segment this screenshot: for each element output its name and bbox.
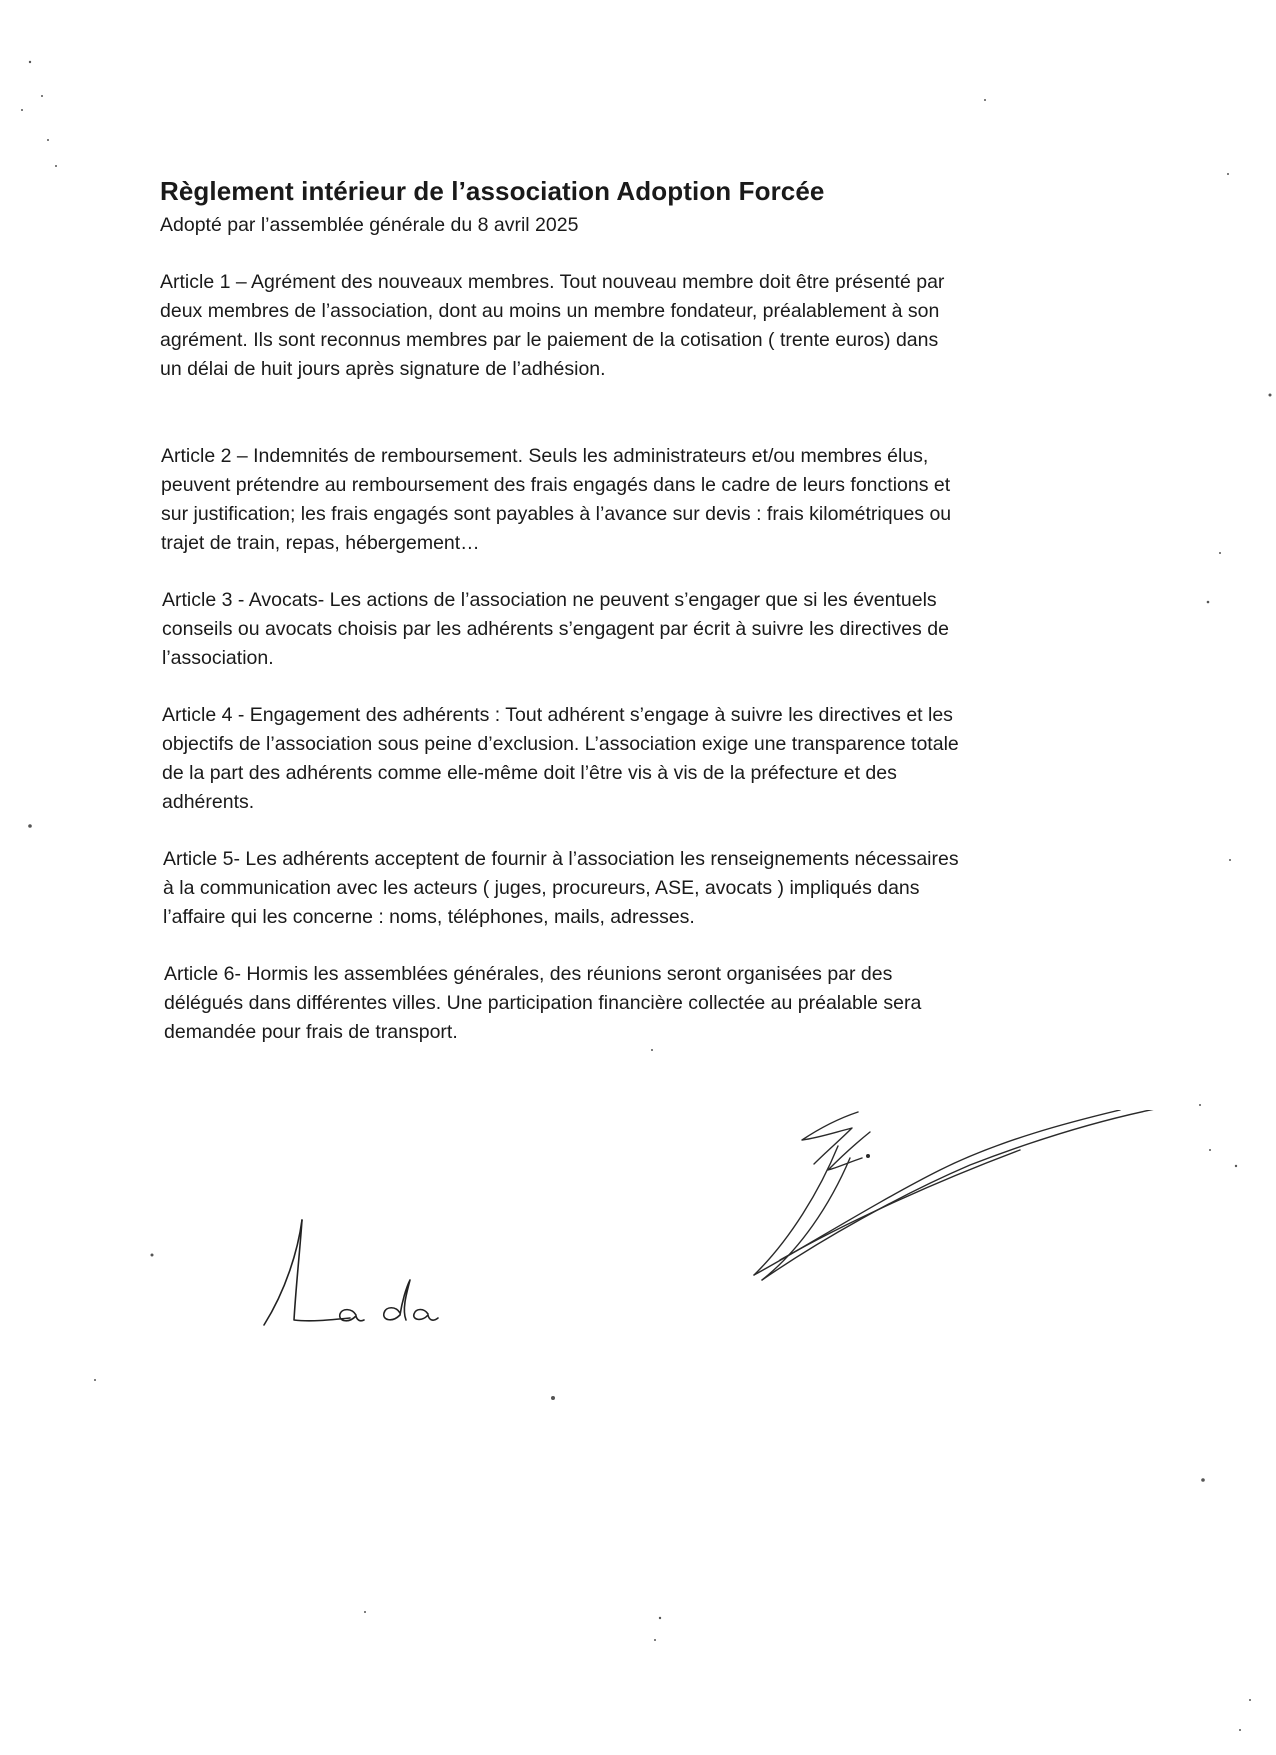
article-line: objectifs de l’association sous peine d’exclusion. L’association exige une transparence totale	[162, 733, 959, 755]
article-line: adhérents.	[162, 791, 255, 813]
document-subtitle: Adopté par l’assemblée générale du 8 avril 2025	[160, 214, 579, 236]
article-line: Article 1 – Agrément des nouveaux membres. Tout nouveau membre doit être présenté par	[160, 271, 945, 293]
article-line: l’affaire qui les concerne : noms, téléphones, mails, adresses.	[163, 906, 695, 928]
article-5	[163, 845, 1063, 932]
article-line: délégués dans différentes villes. Une participation financière collectée au préalable sera	[164, 992, 922, 1014]
article-1	[160, 268, 1060, 384]
article-4	[162, 701, 1062, 817]
article-line: Article 5- Les adhérents acceptent de fournir à l’association les renseignements nécessaires	[163, 848, 959, 870]
document-title: Règlement intérieur de l’association Adoption Forcée	[160, 176, 825, 206]
article-line: Article 3 - Avocats- Les actions de l’association ne peuvent s’engager que si les éventuels	[162, 589, 937, 611]
article-line: de la part des adhérents comme elle-même doit l’être vis à vis de la préfecture et des	[162, 762, 897, 784]
article-2	[161, 442, 1061, 558]
article-line: Article 4 - Engagement des adhérents : Tout adhérent s’engage à suivre les directives et les	[162, 704, 953, 726]
signature-left	[250, 1210, 480, 1340]
article-line: Article 6- Hormis les assemblées générales, des réunions seront organisées par des	[164, 963, 893, 985]
article-line: deux membres de l’association, dont au moins un membre fondateur, préalablement à son	[160, 300, 940, 322]
article-line: l’association.	[162, 647, 274, 669]
article-line: agrément. Ils sont reconnus membres par le paiement de la cotisation ( trente euros) dans	[160, 329, 939, 351]
signature-right	[740, 1110, 1210, 1390]
article-line: peuvent prétendre au remboursement des frais engagés dans le cadre de leurs fonctions et	[161, 474, 951, 496]
article-line: sur justification; les frais engagés sont payables à l’avance sur devis : frais kilométriques ou	[161, 503, 952, 525]
article-line: trajet de train, repas, hébergement…	[161, 532, 480, 554]
article-3	[162, 586, 1062, 673]
article-line: à la communication avec les acteurs ( juges, procureurs, ASE, avocats ) impliqués dans	[163, 877, 920, 899]
article-line: conseils ou avocats choisis par les adhérents s’engagent par écrit à suivre les directives de	[162, 618, 949, 640]
article-6	[164, 960, 1064, 1047]
article-line: demandée pour frais de transport.	[164, 1021, 458, 1043]
article-line: un délai de huit jours après signature de l’adhésion.	[160, 358, 606, 380]
article-line: Article 2 – Indemnités de remboursement. Seuls les administrateurs et/ou membres élus,	[161, 445, 929, 467]
